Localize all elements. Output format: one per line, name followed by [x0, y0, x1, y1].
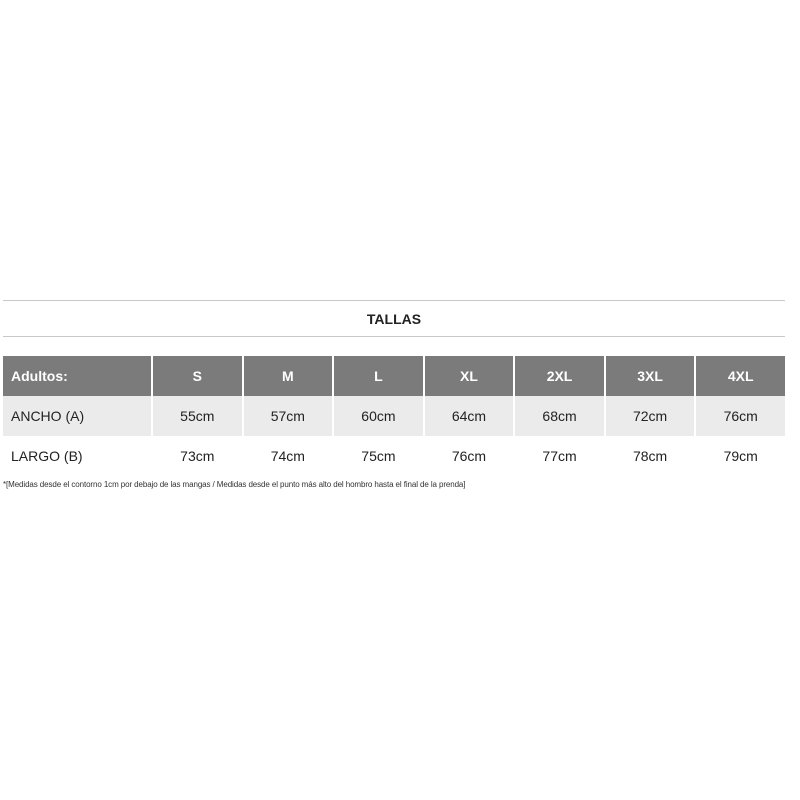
header-label: Adultos:	[3, 356, 151, 396]
row-label: LARGO (B)	[11, 448, 83, 464]
table-cell: 73cm	[180, 448, 215, 464]
size-col-4xl: 4XL	[696, 356, 785, 396]
table-row-largo	[3, 436, 785, 476]
size-col-m: M	[244, 356, 333, 396]
table-cell: 74cm	[270, 448, 305, 464]
size-col-s: S	[153, 356, 242, 396]
measurement-footnote: *[Medidas desde el contorno 1cm por debajo de las mangas / Medidas desde el punto más alto del hombro hasta el final de la prenda]	[3, 480, 466, 489]
table-row-ancho	[3, 396, 785, 436]
size-col-2xl: 2XL	[515, 356, 604, 396]
row-label: ANCHO (A)	[3, 396, 151, 436]
size-chart	[3, 300, 785, 489]
chart-title: TALLAS	[366, 310, 422, 327]
table-cell: 78cm	[632, 448, 668, 464]
table-cell: 79cm	[723, 448, 758, 464]
table-cell: 68cm	[515, 396, 604, 436]
table-cell: 75cm	[361, 448, 396, 464]
size-col-xl: XL	[425, 356, 514, 396]
table-cell: 72cm	[606, 396, 695, 436]
size-col-3xl: 3XL	[606, 356, 695, 396]
table-cell: 76cm	[696, 396, 785, 436]
table-cell: 76cm	[451, 448, 487, 464]
table-cell: 55cm	[153, 396, 242, 436]
table-cell: 60cm	[334, 396, 423, 436]
size-col-l: L	[334, 356, 423, 396]
table-cell: 77cm	[542, 448, 577, 464]
table-cell: 64cm	[425, 396, 514, 436]
table-cell: 57cm	[244, 396, 333, 436]
size-table	[1, 356, 787, 476]
size-header-row	[3, 356, 785, 396]
